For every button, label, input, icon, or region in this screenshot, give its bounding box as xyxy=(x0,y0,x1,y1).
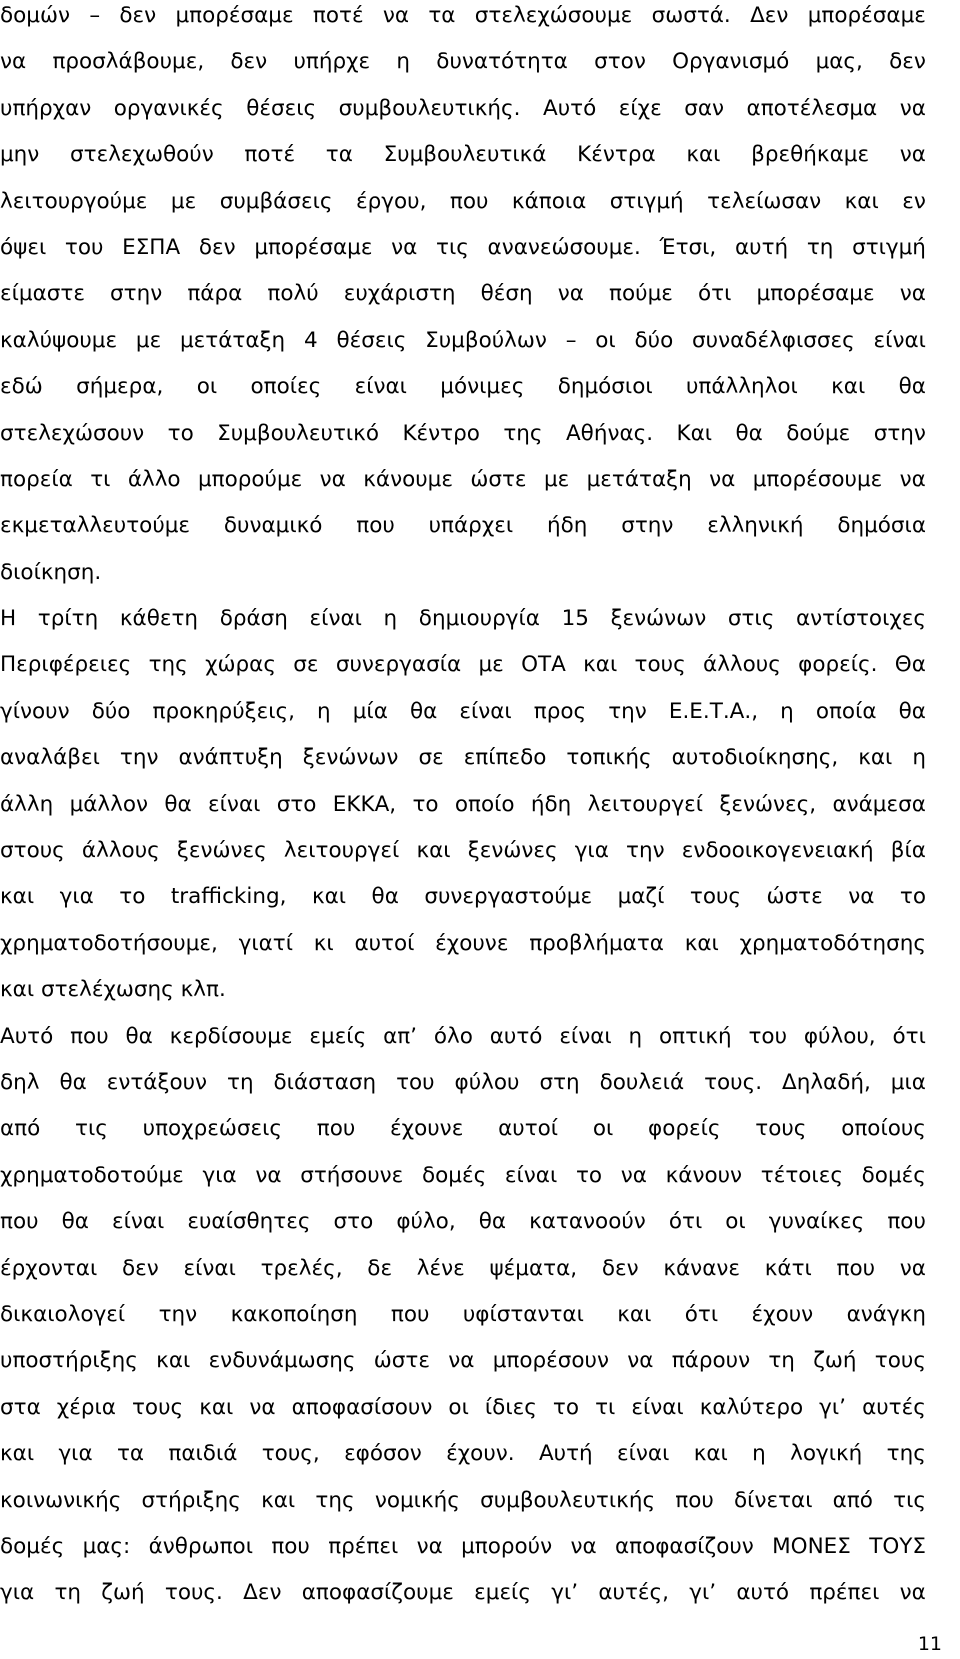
text-line: δικαιολογεί την κακοποίηση που υφίστανται και ότι έχουν ανάγκη xyxy=(0,1301,926,1327)
text-line: γίνουν δύο προκηρύξεις, η μία θα είναι προς την Ε.Ε.Τ.Α., η οποία θα xyxy=(0,698,926,724)
text-line: αναλάβει την ανάπτυξη ξενώνων σε επίπεδο τοπικής αυτοδιοίκησης, και η xyxy=(0,745,926,771)
text-line: μην στελεχωθούν ποτέ τα Συμβουλευτικά Κέντρα και βρεθήκαμε να xyxy=(0,142,926,168)
text-line: και για τα παιδιά τους, εφόσον έχουν. Αυτή είναι και η λογική της xyxy=(0,1441,926,1467)
text-line: λειτουργούμε με συμβάσεις έργου, που κάποια στιγμή τελείωσαν και εν xyxy=(0,188,926,214)
text-line: δομών – δεν μπορέσαμε ποτέ να τα στελεχώσουμε σωστά. Δεν μπορέσαμε xyxy=(0,3,926,28)
text-line: εκμεταλλευτούμε δυναμικό που υπάρχει ήδη στην ελληνική δημόσια xyxy=(0,513,926,539)
text-line: Η τρίτη κάθετη δράση είναι η δημιουργία 15 ξενώνων στις αντίστοιχες xyxy=(0,606,926,632)
text-line: Αυτό που θα κερδίσουμε εμείς απ’ όλο αυτό είναι η οπτική του φύλου, ότι xyxy=(0,1023,926,1049)
text-line: και στελέχωσης κλπ. xyxy=(0,977,226,1003)
text-line: άλλη μάλλον θα είναι στο ΕΚΚΑ, το οποίο ήδη λειτουργεί ξενώνες, ανάμεσα xyxy=(0,791,926,817)
text-line: χρηματοδοτήσουμε, γιατί κι αυτοί έχουνε προβλήματα και χρηματοδότησης xyxy=(0,930,926,956)
text-line: υποστήριξης και ενδυνάμωσης ώστε να μπορέσουν να πάρουν τη ζωή τους xyxy=(0,1348,926,1374)
text-line: εδώ σήμερα, οι οποίες είναι μόνιμες δημόσιοι υπάλληλοι και θα xyxy=(0,374,926,400)
text-line: δομές μας: άνθρωποι που πρέπει να μπορούν να αποφασίζουν ΜΟΝΕΣ ΤΟΥΣ xyxy=(0,1533,926,1559)
text-line: είμαστε στην πάρα πολύ ευχάριστη θέση να πούμε ότι μπορέσαμε να xyxy=(0,281,926,307)
text-line: χρηματοδοτούμε για να στήσουνε δομές είναι το να κάνουν τέτοιες δομές xyxy=(0,1162,926,1188)
text-line: πορεία τι άλλο μπορούμε να κάνουμε ώστε με μετάταξη να μπορέσουμε να xyxy=(0,466,926,492)
text-line: και για το trafficking, και θα συνεργαστούμε μαζί τους ώστε να το xyxy=(0,884,926,910)
text-line: στους άλλους ξενώνες λειτουργεί και ξενώνες για την ενδοοικογενειακή βία xyxy=(0,838,926,864)
text-line: για τη ζωή τους. Δεν αποφασίζουμε εμείς γι’ αυτές, γι’ αυτό πρέπει να xyxy=(0,1580,926,1606)
text-line: διοίκηση. xyxy=(0,559,102,585)
text-line: κοινωνικής στήριξης και της νομικής συμβουλευτικής που δίνεται από τις xyxy=(0,1487,926,1513)
body-text xyxy=(0,3,926,1627)
text-line: από τις υποχρεώσεις που έχουνε αυτοί οι φορείς τους οποίους xyxy=(0,1116,926,1142)
text-line: στα χέρια τους και να αποφασίσουν οι ίδιες το τι είναι καλύτερο γι’ αυτές xyxy=(0,1394,926,1420)
text-line: Περιφέρειες της χώρας σε συνεργασία με ΟΤΑ και τους άλλους φορείς. Θα xyxy=(0,652,926,678)
text-line: όψει του ΕΣΠΑ δεν μπορέσαμε να τις ανανεώσουμε. Έτσι, αυτή τη στιγμή xyxy=(0,234,926,260)
text-line: που θα είναι ευαίσθητες στο φύλο, θα κατανοούν ότι οι γυναίκες που xyxy=(0,1209,926,1235)
text-line: έρχονται δεν είναι τρελές, δε λένε ψέματα, δεν κάνανε κάτι που να xyxy=(0,1255,926,1281)
text-line: υπήρχαν οργανικές θέσεις συμβουλευτικής. Αυτό είχε σαν αποτέλεσμα να xyxy=(0,95,926,121)
text-line: να προσλάβουμε, δεν υπήρχε η δυνατότητα στον Οργανισμό μας, δεν xyxy=(0,49,926,75)
text-line: στελεχώσουν το Συμβουλευτικό Κέντρο της Αθήνας. Και θα δούμε στην xyxy=(0,420,926,446)
text-line: δηλ θα εντάξουν τη διάσταση του φύλου στη δουλειά τους. Δηλαδή, μια xyxy=(0,1069,926,1095)
text-line: καλύψουμε με μετάταξη 4 θέσεις Συμβούλων – οι δύο συναδέλφισσες είναι xyxy=(0,327,926,353)
page-number: 11 xyxy=(917,1633,942,1655)
